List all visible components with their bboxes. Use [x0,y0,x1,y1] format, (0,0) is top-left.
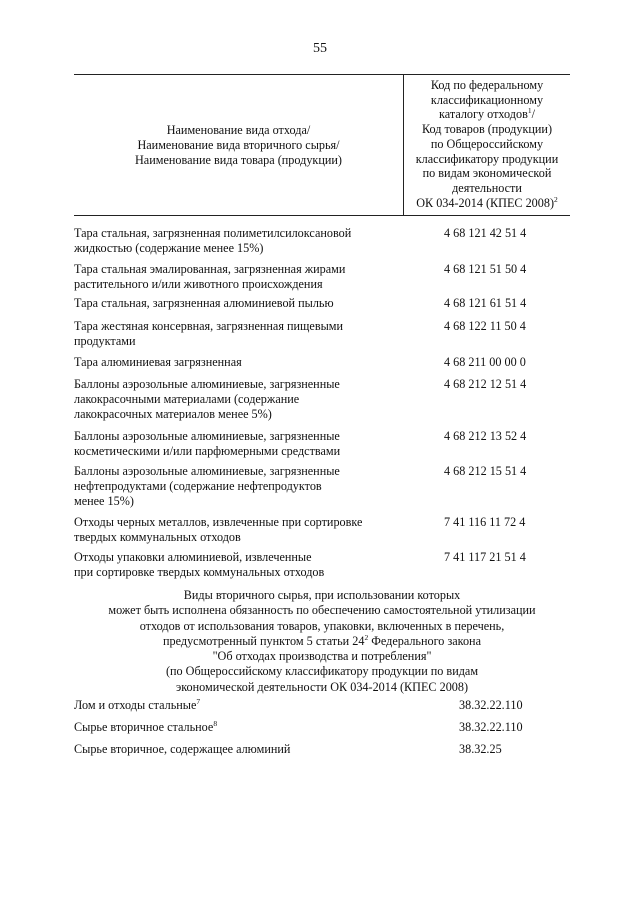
waste-code: 4 68 121 42 51 4 [444,226,527,240]
table-top-rule [74,74,570,75]
column-header-code-line: ОК 034-2014 (КПЕС 2008)$^2$ [416,194,558,210]
column-header-code-line: классификационному [430,92,544,107]
waste-name: Отходы упаковки алюминиевой, извлеченные при сортировке твердых коммунальных отходов [74,550,325,579]
column-header-code-line: каталогу отходов$^1$/ [439,106,535,122]
waste-code: 7 41 116 11 72 4 [444,515,526,529]
footnote-marker: 8 [213,719,218,728]
waste-name: Тара стальная, загрязненная алюминиевой пылью [74,296,334,310]
waste-code: 4 68 121 61 51 4 [444,296,527,310]
waste-name: Тара стальная, загрязненная полиметилсилоксановой жидкостью (содержание менее 15%) [74,226,352,255]
column-header-code-line: Код товаров (продукции) [421,122,553,137]
column-header-name [74,123,403,168]
waste-code: 4 68 211 00 00 0 [444,355,526,369]
waste-code: 4 68 122 11 50 4 [444,319,526,333]
waste-name: Баллоны аэрозольные алюминиевые, загрязненные лакокрасочными материалами (содержание лакокрасочных материалов менее 5%) [74,377,340,421]
footnote-marker: 2 [364,632,369,642]
waste-name: Отходы черных металлов, извлеченные при сортировке твердых коммунальных отходов [74,515,363,544]
column-header-code [404,78,570,210]
secondary-code: 38.32.22.110 [459,720,523,734]
waste-name: Тара алюминиевая загрязненная [74,355,242,369]
waste-code: 4 68 212 13 52 4 [444,429,527,443]
column-header-name-line: Наименование вида вторичного сырья/ [137,138,340,152]
waste-name: Тара жестяная консервная, загрязненная пищевыми продуктами [74,319,343,348]
column-header-code-line: по Общероссийскому [430,136,544,151]
secondary-name: Сырье вторичное, содержащее алюминий [74,742,291,756]
table-header-bottom-rule [74,215,570,216]
waste-code: 4 68 212 12 51 4 [444,377,527,391]
column-header-code-line: Код по федеральному [430,78,544,92]
waste-name: Баллоны аэрозольные алюминиевые, загрязненные косметическими и/или парфюмерными средствами [74,429,341,458]
footnote-marker: 7 [196,697,201,706]
secondary-code: 38.32.25 [459,742,502,756]
waste-name: Баллоны аэрозольные алюминиевые, загрязненные нефтепродуктами (содержание нефтепродуктов менее 15%) [74,464,340,508]
secondary-code: 38.32.22.110 [459,698,523,712]
page-number: 55 [313,41,327,56]
footnote-marker: 1 [527,106,532,116]
waste-name: Тара стальная эмалированная, загрязненная жирами растительного и/или животного происхождения [74,262,346,291]
column-header-code-line: деятельности [452,180,522,195]
waste-code: 4 68 121 51 50 4 [444,262,527,276]
column-header-name-line: Наименование вида отхода/ [166,123,311,137]
column-header-name-line: Наименование вида товара (продукции) [135,153,342,167]
column-header-code-line: классификатору продукции [415,151,559,166]
waste-code: 7 41 117 21 51 4 [444,550,526,564]
section-heading: Виды вторичного сырья, при использовании которых может быть исполнена обязанность по обеспечению самостоятельной утилизации отходов от использования товаров, упаковки, включенных в перечень, предусмотренный пунктом 5 статьи $24^2$ Федерального закона "Об отходах производства и потребления" (по Общероссийскому классификатору продукции по видам экономической деятельности ОК 034-2014 (КПЕС 2008) [108,588,536,694]
footnote-marker: 2 [554,194,558,204]
waste-code: 4 68 212 15 51 4 [444,464,527,478]
secondary-name: Лом и отходы стальные$^7$ [74,697,201,712]
secondary-name: Сырье вторичное стальное$^8$ [74,719,218,734]
column-header-code-line: по видам экономической [422,166,552,181]
